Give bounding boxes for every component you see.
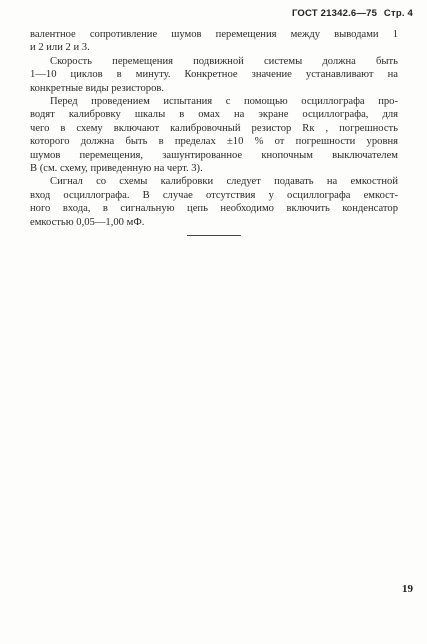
text-line: и 2 или 2 и 3. xyxy=(30,42,90,54)
text-line: ного входа, в сигнальную цепь необходимо включить конденсатор xyxy=(30,203,398,215)
text-line: конкретные виды резисторов. xyxy=(30,82,165,94)
standard-code: ГОСТ 21342.6—75 xyxy=(291,8,378,19)
text-line: Скорость перемещения подвижной системы должна быть xyxy=(50,55,398,67)
text-line: Перед проведением испытания с помощью осциллографа про- xyxy=(50,96,398,108)
section-divider xyxy=(187,235,241,236)
text-line: шумов перемещения, зашунтированное кнопочным выключателем xyxy=(30,149,398,161)
text-line: Сигнал со схемы калибровки следует подавать на емкостной xyxy=(50,176,398,188)
text-line: емкостью 0,05—1,00 мФ. xyxy=(30,216,145,228)
text-line: вход осциллографа. В случае отсутствия у осциллографа емкост- xyxy=(30,189,398,201)
text-line: которого должна быть в пределах ±10 % от погрешности уровня xyxy=(30,136,398,148)
body-text xyxy=(30,28,398,229)
page-label: Стр. 4 xyxy=(383,8,413,19)
page-number: 19 xyxy=(402,583,413,595)
text-line: 1—10 циклов в минуту. Конкретное значение устанавливают на xyxy=(30,69,398,81)
page-header xyxy=(288,8,413,19)
text-line: валентное сопротивление шумов перемещения между выводами 1 xyxy=(30,29,398,40)
text-line: В (см. схему, приведенную на черт. 3). xyxy=(30,163,203,175)
text-line: чего в схему включают калибровочный резистор Rк , погрешность xyxy=(30,122,398,134)
text-line: водят калибровку шкалы в омах на экране осциллографа, для xyxy=(30,109,398,121)
